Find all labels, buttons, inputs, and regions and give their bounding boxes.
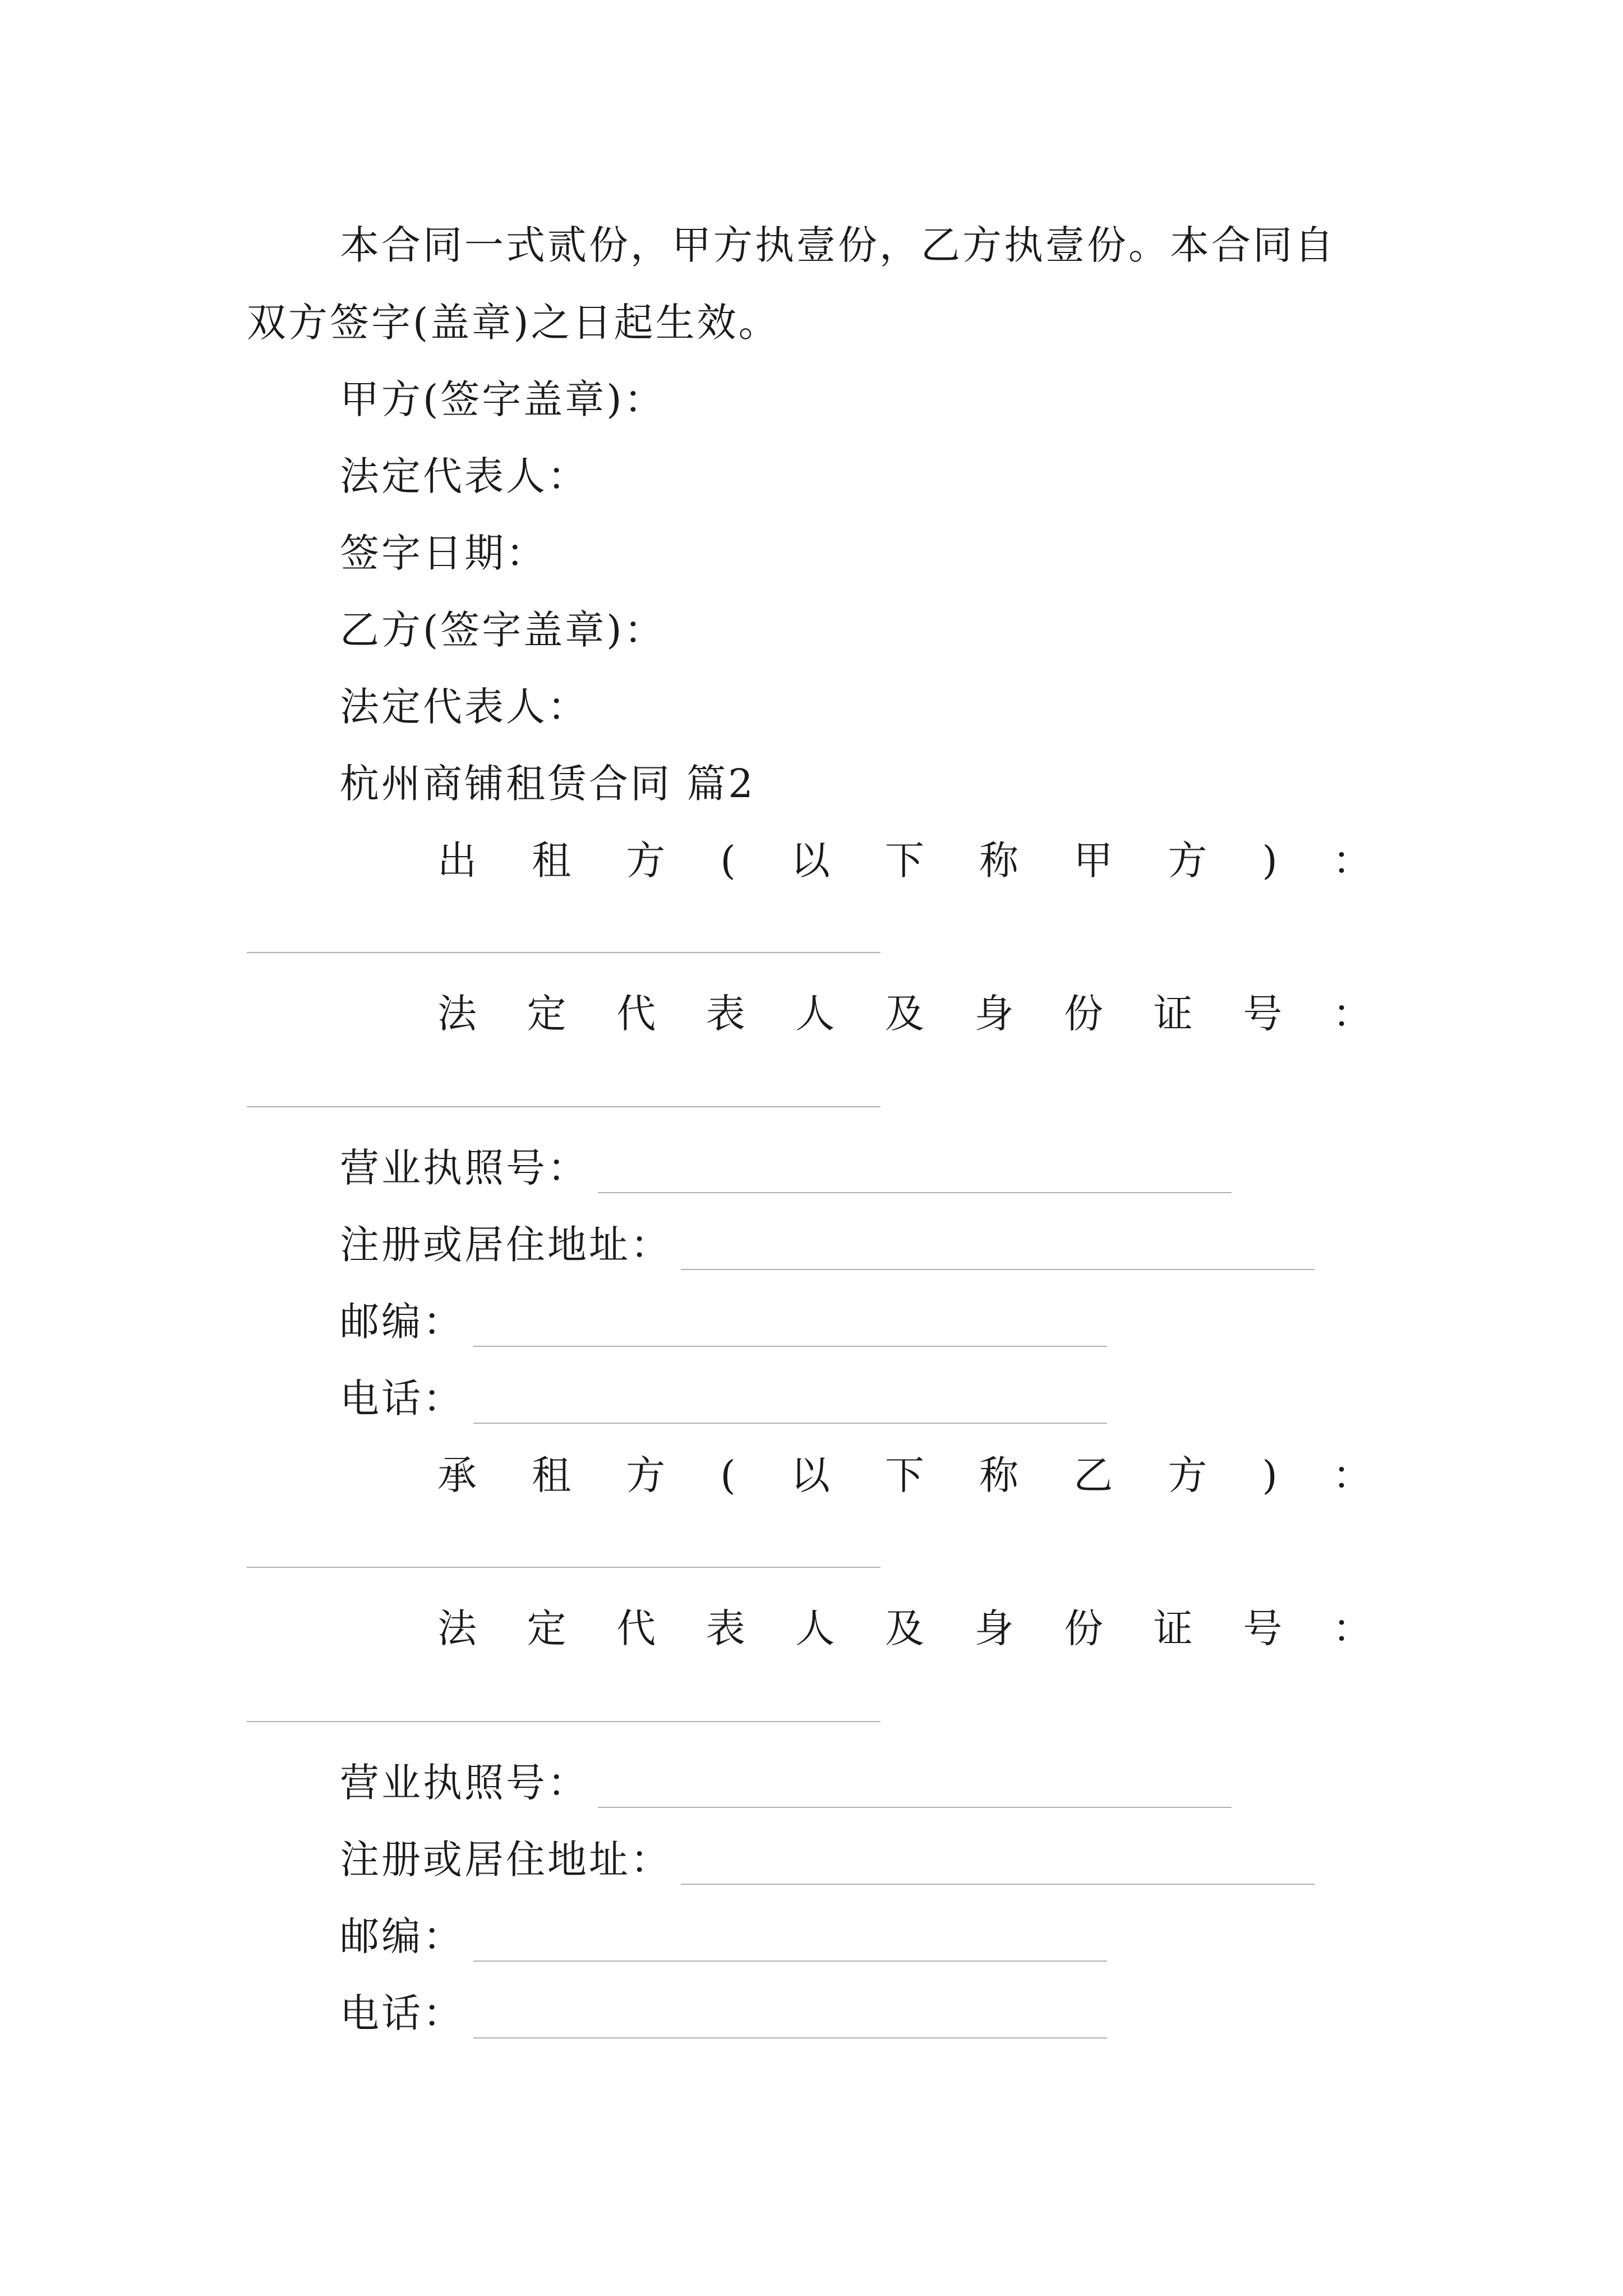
- lessor-rep-id-char: 号: [1243, 991, 1285, 1037]
- lessor-postcode-field: [247, 1296, 1385, 1347]
- lessor-license-field: [247, 1143, 1385, 1193]
- lessor-title-char: 租: [532, 838, 574, 884]
- lessee-title-char: ：: [1332, 1452, 1374, 1498]
- lessor-address-field: [247, 1220, 1385, 1270]
- lessee-phone-label: 电话：: [340, 1990, 464, 2036]
- lessee-name-underline: [247, 1567, 880, 1568]
- lessee-license-field: [247, 1757, 1385, 1808]
- lessee-license-underline: [598, 1773, 1232, 1808]
- closing-paragraph-line-1: 本合同一式贰份，甲方执壹份，乙方执壹份。本合同自: [340, 222, 1336, 268]
- lessee-title-char: 下: [884, 1452, 926, 1498]
- lessor-title-char: 方: [1168, 838, 1210, 884]
- lessor-phone-underline: [473, 1389, 1107, 1424]
- lessor-address-underline: [681, 1235, 1315, 1270]
- lessee-rep-id-char: 代: [616, 1605, 658, 1651]
- section-heading: 杭州商铺租赁合同 篇2: [340, 761, 755, 807]
- lessee-title-char: 租: [532, 1452, 574, 1498]
- lessee-title-char: 以: [790, 1452, 832, 1498]
- lessor-title-char: ：: [1332, 838, 1374, 884]
- lessor-postcode-label: 邮编：: [340, 1299, 464, 1345]
- lessor-rep-id-char: 证: [1153, 991, 1195, 1037]
- lessor-title-char: 方: [626, 838, 668, 884]
- lessor-rep-id-char: 份: [1064, 991, 1106, 1037]
- lessor-rep-id-char: 定: [527, 991, 569, 1037]
- lessor-rep-id-row: [247, 988, 1385, 1039]
- lessee-rep-id-char: 号: [1243, 1605, 1285, 1651]
- lessor-rep-id-char: 及: [884, 991, 926, 1037]
- closing-paragraph-line-2: 双方签字(盖章)之日起生效。: [247, 300, 780, 346]
- lessee-address-label: 注册或居住地址：: [340, 1837, 672, 1883]
- lessor-title-char: 甲: [1073, 838, 1115, 884]
- lessor-title-char: 以: [790, 838, 832, 884]
- party-b-representative-label: 法定代表人：: [340, 684, 589, 730]
- lessee-address-underline: [681, 1850, 1315, 1885]
- lessee-rep-id-row: [247, 1603, 1385, 1654]
- lessee-title-char: 称: [979, 1452, 1021, 1498]
- lessee-title-row: [247, 1450, 1385, 1501]
- lessor-rep-id-underline: [247, 1106, 880, 1107]
- lessee-rep-id-char: 身: [974, 1605, 1016, 1651]
- lessor-title-char: 出: [437, 838, 479, 884]
- lessor-license-underline: [598, 1158, 1232, 1193]
- lessor-postcode-underline: [473, 1312, 1107, 1347]
- lessor-phone-label: 电话：: [340, 1375, 464, 1421]
- lessee-title-char: 方: [626, 1452, 668, 1498]
- lessee-rep-id-char: 及: [884, 1605, 926, 1651]
- party-a-representative-label: 法定代表人：: [340, 453, 589, 499]
- lessee-rep-id-char: 人: [795, 1605, 837, 1651]
- lessee-license-label: 营业执照号：: [340, 1760, 589, 1806]
- lessor-title-row: [247, 835, 1385, 886]
- lessee-postcode-field: [247, 1911, 1385, 1962]
- lessor-title-char: ): [1262, 838, 1280, 884]
- lessee-phone-field: [247, 1988, 1385, 2039]
- party-a-signature-label: 甲方(签字盖章)：: [340, 376, 666, 422]
- lessee-rep-id-char: 证: [1153, 1605, 1195, 1651]
- lessor-phone-field: [247, 1373, 1385, 1424]
- lessee-phone-underline: [473, 2004, 1107, 2039]
- lessee-postcode-label: 邮编：: [340, 1913, 464, 1959]
- lessee-title-char: 方: [1168, 1452, 1210, 1498]
- lessor-rep-id-char: 人: [795, 991, 837, 1037]
- lessee-rep-id-underline: [247, 1721, 880, 1722]
- lessee-title-char: 承: [437, 1452, 479, 1498]
- lessee-title-char: ): [1262, 1452, 1280, 1498]
- lessee-rep-id-char: 法: [437, 1605, 479, 1651]
- sign-date-label: 签字日期：: [340, 530, 547, 576]
- lessor-rep-id-char: 代: [616, 991, 658, 1037]
- lessor-title-char: (: [720, 838, 738, 884]
- lessee-rep-id-char: 定: [527, 1605, 569, 1651]
- party-b-signature-label: 乙方(签字盖章)：: [340, 607, 666, 653]
- lessor-rep-id-char: ：: [1332, 991, 1374, 1037]
- lessor-rep-id-char: 法: [437, 991, 479, 1037]
- lessee-title-char: (: [720, 1452, 738, 1498]
- lessor-name-underline: [247, 952, 880, 953]
- lessee-rep-id-char: ：: [1332, 1605, 1374, 1651]
- lessee-address-field: [247, 1834, 1385, 1885]
- lessee-postcode-underline: [473, 1927, 1107, 1962]
- lessor-license-label: 营业执照号：: [340, 1145, 589, 1191]
- lessee-title-char: 乙: [1073, 1452, 1115, 1498]
- lessor-title-char: 称: [979, 838, 1021, 884]
- lessor-rep-id-char: 身: [974, 991, 1016, 1037]
- lessor-rep-id-char: 表: [706, 991, 748, 1037]
- lessee-rep-id-char: 份: [1064, 1605, 1106, 1651]
- lessee-rep-id-char: 表: [706, 1605, 748, 1651]
- lessor-title-char: 下: [884, 838, 926, 884]
- lessor-address-label: 注册或居住地址：: [340, 1222, 672, 1268]
